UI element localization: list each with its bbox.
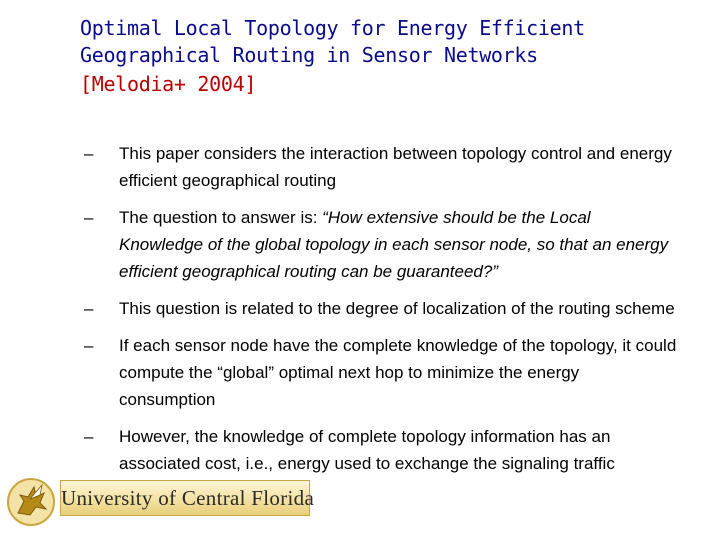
bullet-dash: – [84,144,94,163]
bullet-prefix: The question to answer is: [119,208,323,227]
bullet-list [84,140,684,487]
title-line-1: Optimal Local Topology for Energy Efficient [80,16,585,40]
university-name: University of Central Florida [60,480,310,516]
title-line-2: Geographical Routing in Sensor Networks [80,43,538,67]
bullet-text: If each sensor node have the complete knowledge of the topology, it could compute the “global” optimal next hop to minimize the energy consumption [119,336,677,409]
bullet-item [84,423,684,477]
bullet-item [84,332,684,413]
bullet-item [84,204,684,285]
bullet-dash: – [84,299,94,318]
bullet-text [119,204,679,285]
bullet-italic-quote: “How extensive should be the Local Knowledge of the global topology in each sensor node, so that an energy efficient geographical routing can be guaranteed?” [119,208,669,281]
slide-title [80,15,700,98]
citation: [Melodia+ 2004] [80,72,257,96]
bullet-dash: – [84,336,94,355]
bullet-item [84,295,684,322]
bullet-dash: – [84,208,94,227]
pegasus-icon [6,477,56,527]
bullet-item [84,140,684,194]
bullet-dash: – [84,427,94,446]
bullet-text: This paper considers the interaction between topology control and energy efficient geographical routing [119,144,672,190]
bullet-text: However, the knowledge of complete topology information has an associated cost, i.e., energy used to exchange the signaling traffic [119,427,615,473]
bullet-text: This question is related to the degree of localization of the routing scheme [119,299,675,318]
footer-logo [0,470,720,540]
